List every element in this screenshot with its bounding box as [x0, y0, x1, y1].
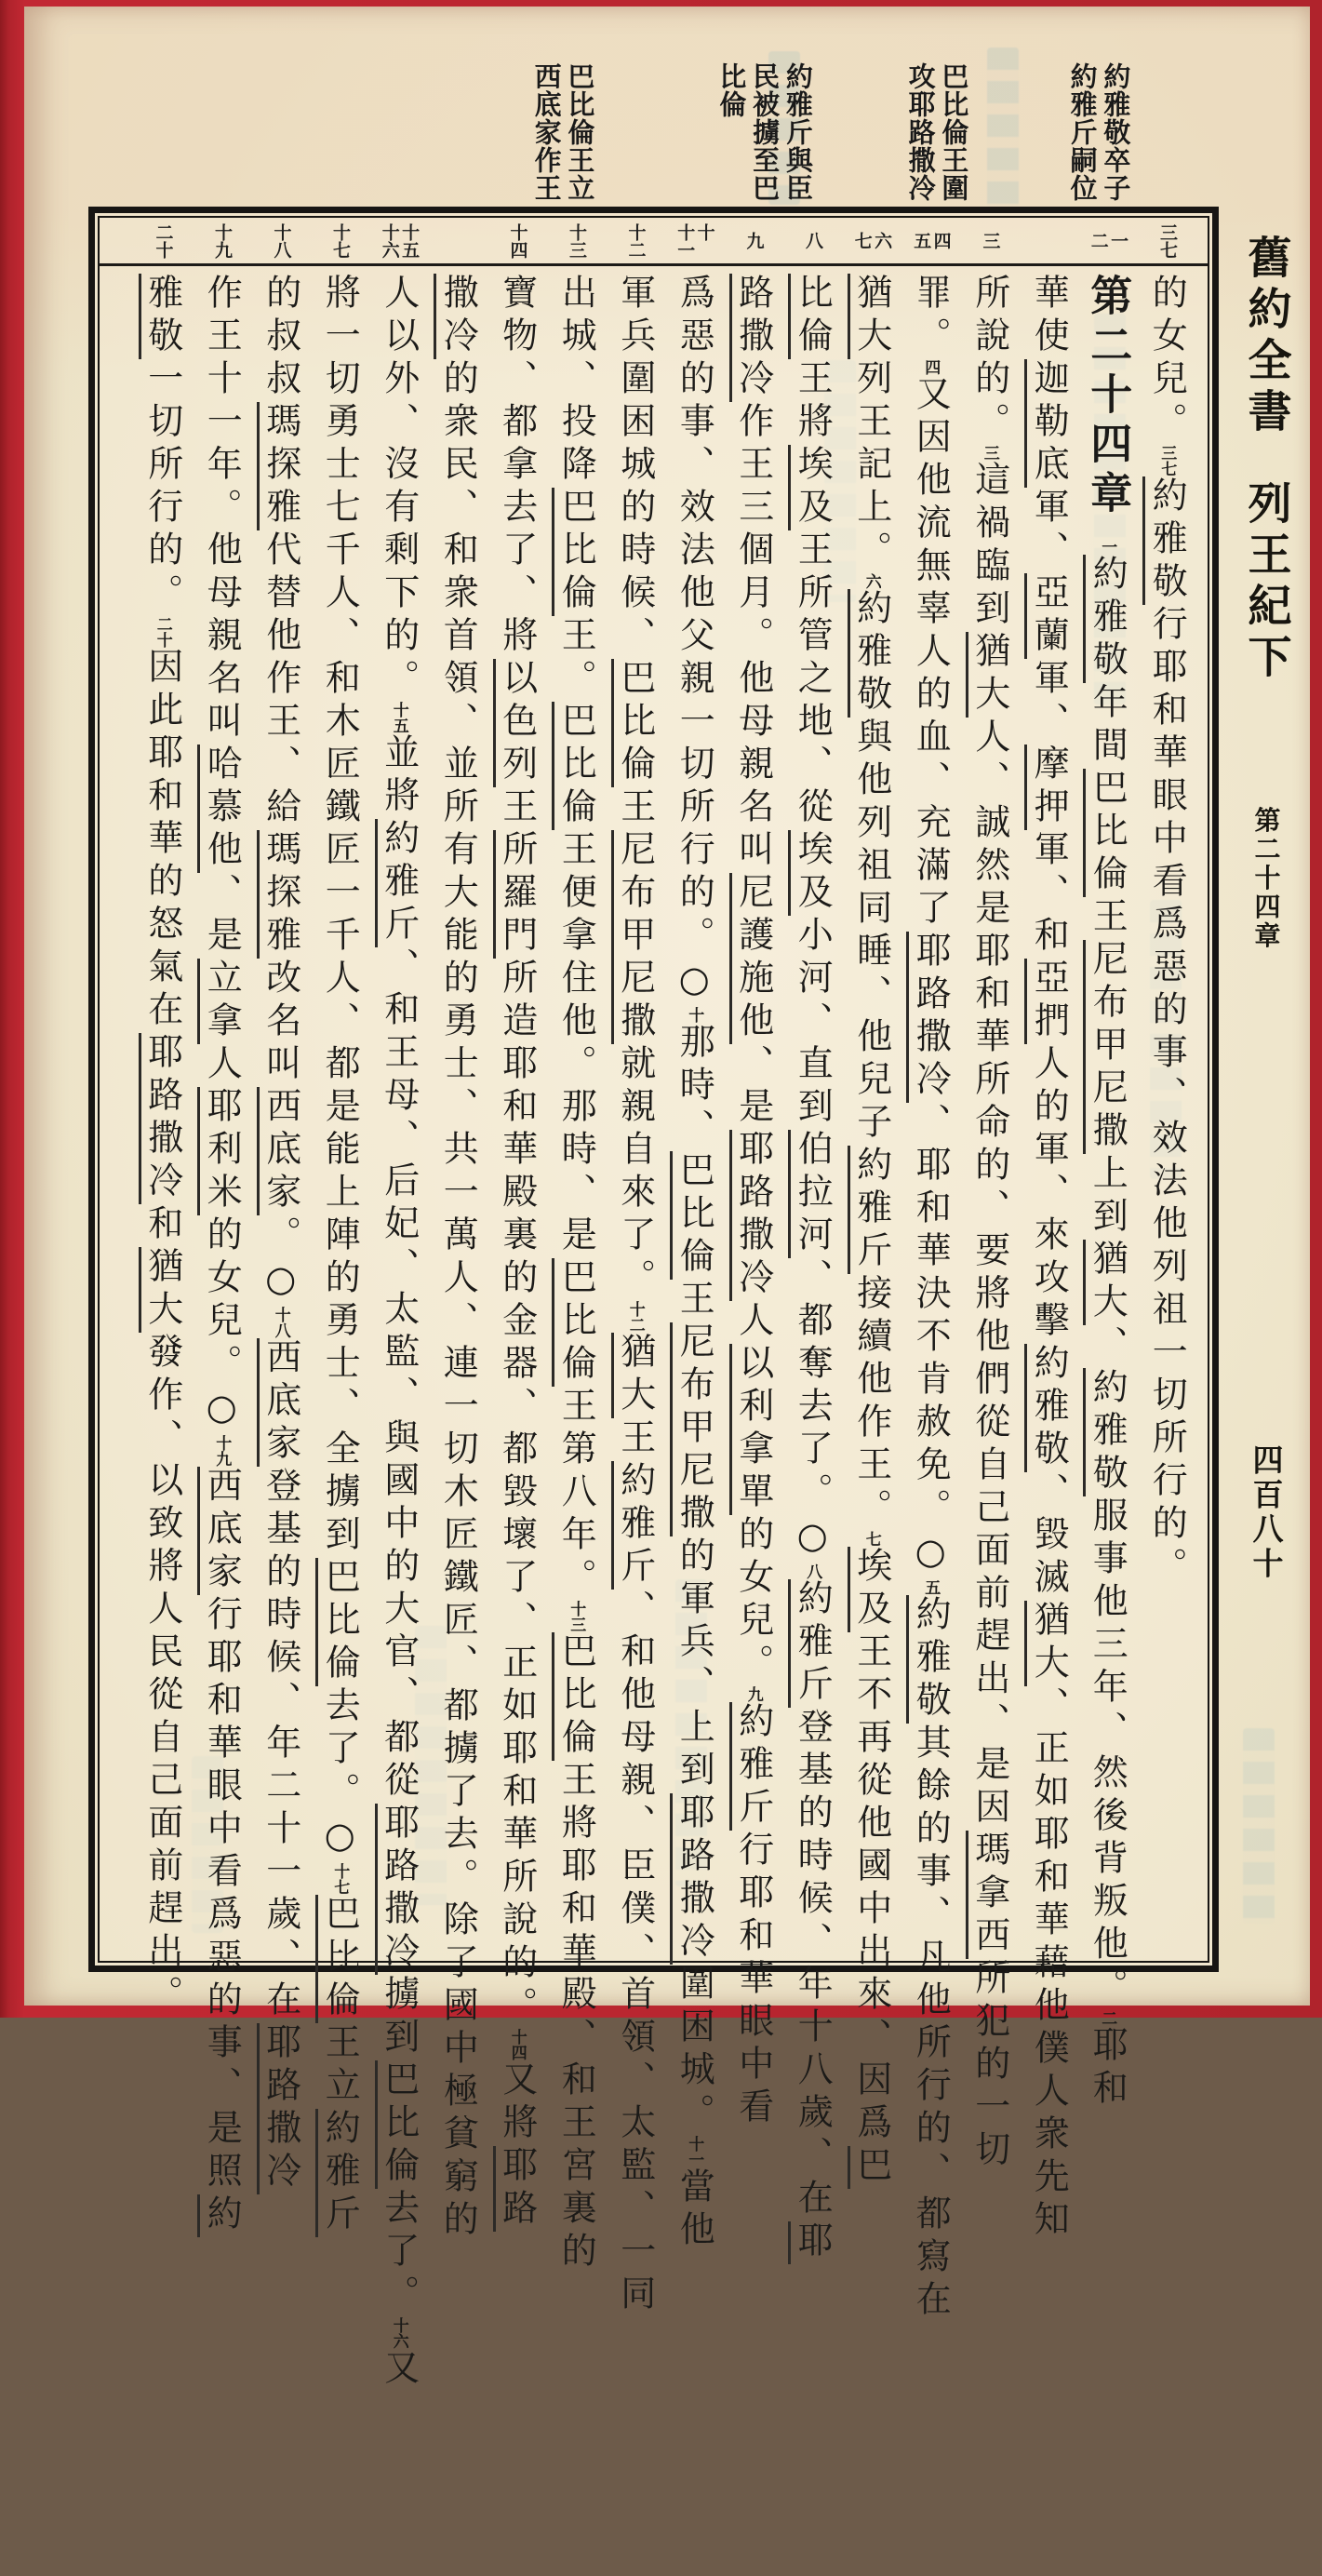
- scripture-text: 軍、: [1028, 488, 1070, 573]
- page-paper: [24, 7, 1310, 2392]
- verse-number-inline: 十二: [625, 1301, 645, 1333]
- verse-number-inline: 三七: [1157, 445, 1177, 476]
- scripture-text: 登基的時候、年十八歲、在: [792, 1708, 834, 2221]
- verse-number-label: 三七: [1156, 222, 1178, 259]
- scripture-text: 小河、直到: [792, 916, 834, 1130]
- verse-label-cell: [1138, 223, 1197, 259]
- proper-name: 耶路撒冷: [670, 1793, 714, 1965]
- margin-note-line: 約雅敬卒子: [1100, 62, 1132, 202]
- scripture-text: 又將: [496, 2060, 538, 2146]
- margin-notes: [24, 7, 1310, 211]
- scripture-text: 當他: [674, 2167, 715, 2253]
- scripture-text: 人以外、沒有剩下的。: [378, 274, 420, 702]
- proper-name: 約雅敬: [1142, 476, 1187, 605]
- proper-name: 約雅敬: [1024, 1344, 1069, 1472]
- text-column-line: [141, 274, 183, 2576]
- scripture-text: 王立: [319, 2023, 361, 2109]
- verse-number-inline: 八: [803, 1563, 822, 1579]
- verse-number-inline: 一: [1098, 539, 1117, 555]
- proper-name: 巴: [848, 2146, 892, 2189]
- book-title: 舊約全書: [1240, 235, 1292, 439]
- scripture-text: 的女兒。○: [201, 1215, 243, 1435]
- scripture-text: 接續他作王。: [850, 1274, 892, 1531]
- scripture-text: 這禍臨到: [968, 461, 1010, 632]
- proper-name: 西底家: [197, 1467, 242, 1595]
- scripture-text: 發作、以致將人民從自己面前趕出。: [141, 1333, 183, 2018]
- scripture-text: 年間: [1087, 683, 1128, 769]
- text-column: [1138, 274, 1197, 2576]
- verse-label-cell: [311, 223, 370, 259]
- proper-name: 猶大: [966, 632, 1010, 718]
- proper-name: 尼布甲尼撒: [670, 1322, 714, 1536]
- scripture-text: 華使: [1028, 274, 1070, 359]
- text-column: [1020, 274, 1079, 2576]
- text-column: [487, 274, 547, 2576]
- scripture-text: 軍兵圍困城的時候、: [614, 274, 656, 659]
- proper-name: 猶大: [611, 1333, 656, 1418]
- text-column-line: [732, 274, 774, 2576]
- proper-name: 耶: [788, 2221, 833, 2264]
- scripture-text: 寶物、都拿去了、將: [496, 274, 538, 659]
- proper-name: 巴比倫: [552, 1258, 596, 1387]
- text-frame: [88, 207, 1219, 2392]
- verse-number-label: 十七: [329, 222, 351, 259]
- scripture-text: 就親自來了。: [614, 1044, 656, 1301]
- proper-name: 哈慕他: [197, 745, 242, 873]
- scripture-text: 又: [378, 2349, 420, 2392]
- scripture-text: 王將: [792, 359, 834, 445]
- verse-number-inline: 十七: [330, 1863, 350, 1895]
- scripture-text: 行耶和華眼中看爲惡的事、是照: [201, 1595, 243, 2194]
- proper-name: 伯拉河: [788, 1130, 833, 1258]
- scripture-text: 罪。: [910, 274, 952, 359]
- proper-name: 巴比倫: [315, 1558, 360, 1686]
- text-column: [133, 274, 193, 2576]
- proper-name: 猶大: [1024, 1601, 1069, 1686]
- verse-label-cell: [606, 223, 665, 259]
- proper-name: 耶路: [493, 2146, 538, 2232]
- verse-number-label: 十九: [211, 222, 233, 259]
- text-column-line: [674, 274, 715, 2576]
- proper-name: 西底家: [257, 1087, 301, 1215]
- scripture-text: 又因他流無辜人的血、充滿了: [910, 375, 952, 932]
- scripture-text: 那時、: [674, 1023, 715, 1151]
- scripture-text: 作王十一年。他母親名叫: [201, 274, 243, 745]
- proper-name: 巴比倫: [670, 1151, 714, 1280]
- text-column-line: [1083, 274, 1133, 2576]
- chapter-margin-label: 第二十四章: [1250, 806, 1282, 951]
- text-column: [842, 274, 901, 2576]
- proper-name: 巴比倫: [375, 2060, 420, 2189]
- scripture-text: 並將: [378, 733, 420, 819]
- scripture-text: 一切所行的。: [141, 359, 183, 616]
- verse-label-cell: [193, 223, 252, 259]
- scripture-text: 、都奪去了。○: [792, 1258, 834, 1563]
- proper-name: 所羅門: [493, 830, 538, 959]
- text-column: [783, 274, 843, 2576]
- text-column: [1078, 274, 1138, 2576]
- proper-name: 猶大: [848, 274, 892, 359]
- scripture-text: 王: [614, 1418, 656, 1461]
- scripture-text: 人、誠然是耶和華所命的、要將他們從自己面前趕出、是因: [968, 718, 1010, 1831]
- proper-name: 約雅斤: [315, 2109, 360, 2237]
- proper-name: 亞捫: [1024, 959, 1069, 1044]
- text-column-line: [319, 274, 361, 2576]
- text-column: [251, 274, 311, 2576]
- proper-name: 瑪探雅: [257, 402, 301, 530]
- chapter-heading: 第二十四章: [1083, 274, 1133, 520]
- verse-label-cell: [369, 223, 429, 259]
- scripture-text: 圍困城。: [674, 1965, 715, 2136]
- verse-number-inline: 二: [1098, 2010, 1117, 2026]
- margin-note-line: 攻耶路撒冷: [904, 62, 937, 202]
- verse-label-cell: [1078, 232, 1138, 249]
- verse-number-inline: 十五: [389, 702, 408, 733]
- proper-name: 約雅斤: [611, 1461, 656, 1590]
- scripture-text: 改名叫: [260, 959, 301, 1087]
- proper-name: 西底家: [257, 1338, 301, 1467]
- proper-name: 以利拿單: [729, 1344, 774, 1515]
- text-column-line: [792, 274, 834, 2576]
- page-number: 四百八十: [1248, 1443, 1285, 1582]
- scripture-text: 代替他作王、給: [260, 530, 301, 830]
- scripture-text: 王: [614, 787, 656, 830]
- proper-name: 摩押: [1024, 745, 1069, 830]
- verse-number-inline: 十六: [389, 2317, 408, 2349]
- scripture-text: 軍、: [1028, 659, 1070, 745]
- verse-number-label: 一: [1108, 232, 1129, 249]
- proper-name: 約雅敬: [1083, 1368, 1128, 1496]
- text-column-line: [378, 274, 420, 2576]
- verse-number-inline: 四: [921, 359, 941, 375]
- proper-name: 立拿: [197, 959, 242, 1044]
- verse-number-inline: 九: [743, 1686, 763, 1702]
- scripture-text: 王便拿住他。那時、是: [555, 830, 597, 1258]
- scripture-text: 和: [141, 1204, 183, 1247]
- text-column: [901, 274, 961, 2576]
- scripture-text: 、和王母、后妃、太監、與國中的大官、都從: [378, 947, 420, 1804]
- verse-number-label: 十三: [566, 222, 587, 259]
- verse-label-cell: [251, 223, 311, 259]
- proper-name: 猶大: [1083, 1240, 1128, 1325]
- scripture-text: 行耶和華眼中看爲惡的事、效法他列祖一切所行的。: [1146, 605, 1188, 1590]
- proper-name: 巴比倫: [1083, 769, 1128, 897]
- verse-number-inline: 十八: [271, 1307, 290, 1338]
- margin-note-group: [303, 62, 594, 202]
- verse-label-cell: [133, 223, 193, 259]
- scripture-text: 的叔叔: [260, 274, 301, 402]
- verse-number-label: 四: [930, 232, 952, 249]
- text-column: [311, 274, 370, 2576]
- text-column: [369, 274, 429, 2576]
- verse-label-cell: [960, 232, 1020, 249]
- verse-number-label: 六: [872, 232, 893, 249]
- text-column: [429, 274, 488, 2576]
- scripture-text: 列王記上。: [850, 359, 892, 573]
- verse-number-inline: 七: [861, 1531, 881, 1547]
- proper-name: 耶路撒冷: [375, 1804, 420, 1975]
- scripture-text: 出城、投降: [555, 274, 597, 488]
- proper-name: 約雅斤: [848, 1146, 892, 1274]
- verse-number-inline: 三: [980, 445, 999, 461]
- verse-number-inline: 十四: [507, 2029, 527, 2060]
- scripture-text: 其餘的事、凡他所行的、都寫在: [910, 1724, 952, 2323]
- verse-number-label: 五: [911, 232, 932, 249]
- verse-number-label: 三: [980, 232, 1001, 249]
- proper-name: 耶路撒冷: [906, 932, 951, 1103]
- proper-name: 約雅敬: [906, 1595, 951, 1724]
- scripture-text: 登基的時候、年二十一歲、在: [260, 1467, 301, 2023]
- text-column: [547, 274, 607, 2576]
- proper-name: 比倫: [788, 274, 833, 359]
- verse-number-inline: 二十: [153, 616, 172, 648]
- scripture-text: 行耶和華眼中看: [732, 1831, 774, 2130]
- text-column-line: [850, 274, 892, 2576]
- scripture-text: 王: [496, 787, 538, 830]
- scripture-text: 王: [674, 1280, 715, 1322]
- scripture-text: 、和他母親、臣僕、首領、太監、一同: [614, 1590, 656, 2317]
- proper-name: 約雅斤: [788, 1579, 833, 1708]
- margin-note-line: 巴比倫王立: [564, 62, 596, 202]
- scripture-text: 耶和: [1087, 2026, 1128, 2112]
- scripture-text: 所造耶和華殿裏的金器、都毀壞了、正如耶和華所說的。: [496, 959, 538, 2029]
- verse-label-cell: [547, 223, 607, 259]
- scripture-text: 擄到: [378, 1975, 420, 2060]
- text-column-line: [496, 274, 538, 2576]
- verse-number-inline: 十一: [685, 2136, 704, 2167]
- scripture-text: 作王三個月。他母親名叫: [732, 402, 774, 873]
- scripture-text: 王所管之地、從: [792, 530, 834, 830]
- verse-number-label: 二: [1088, 232, 1109, 249]
- scripture-text: 、正如耶和華藉他僕人衆先知: [1028, 1686, 1070, 2243]
- proper-name: 以色列: [493, 659, 538, 787]
- scripture-text: 王第八年。: [555, 1387, 597, 1601]
- scripture-text: 所說的。: [968, 274, 1010, 445]
- scripture-text: 所犯的一切: [968, 1959, 1010, 2173]
- verse-number-label: 十: [694, 222, 715, 241]
- proper-name: 約雅敬: [1083, 555, 1128, 683]
- verse-number-inline: 十九: [212, 1435, 232, 1467]
- verse-label-cell: [901, 232, 961, 249]
- scripture-text: 的女兒。: [732, 1515, 774, 1686]
- verse-label-cell: [665, 223, 725, 259]
- proper-name: 雅敬: [139, 274, 183, 359]
- margin-note-line: 比倫: [715, 62, 748, 118]
- text-column-line: [910, 274, 952, 2576]
- verse-number-label: 二十: [153, 222, 174, 259]
- scripture-text: 與他列祖同睡、他兒子: [850, 718, 892, 1146]
- verse-number-label: 九: [743, 232, 765, 249]
- scripture-text: 去了。○: [319, 1686, 361, 1863]
- proper-name: 瑪拿西: [966, 1831, 1010, 1959]
- scripture-text: 、是: [732, 1044, 774, 1130]
- text-column: [960, 274, 1020, 2576]
- scripture-text: 因此耶和華的怒氣在: [141, 648, 183, 1033]
- proper-name: 約雅敬: [848, 589, 892, 718]
- text-column-line: [260, 274, 301, 2576]
- verse-number-label: 十五: [399, 222, 421, 259]
- scripture-text: 的女兒。: [1146, 274, 1188, 445]
- scripture-text: 王將耶和華殿、和王宮裏的: [555, 1761, 597, 2274]
- scripture-text: 王。: [555, 616, 597, 702]
- verse-label-cell: [724, 232, 783, 249]
- verse-number-label: 七: [851, 232, 873, 249]
- margin-note-line: 西底家作王: [530, 62, 563, 202]
- proper-name: 約雅斤: [375, 819, 420, 947]
- scripture-text: 上到: [1087, 1154, 1128, 1240]
- text-column-line: [614, 274, 656, 2576]
- scripture-text: 軍、和: [1028, 830, 1070, 959]
- text-column-line: [968, 274, 1010, 2576]
- margin-note-line: 約雅斤嗣位: [1066, 62, 1099, 202]
- scripture-text: 服事他三年、然後背叛他。: [1087, 1496, 1128, 2010]
- text-column: [665, 274, 725, 2576]
- proper-name: 尼布甲尼撒: [611, 830, 656, 1044]
- scripture-text: 、耶和華決不肯赦免。○: [910, 1103, 952, 1579]
- margin-note-line: 民被擄至巴: [749, 62, 781, 202]
- proper-name: 埃及: [788, 830, 833, 916]
- proper-name: 約: [197, 2194, 242, 2237]
- running-title-line: [1235, 235, 1298, 1984]
- text-column-line: [1146, 274, 1188, 2576]
- verse-label-cell: [842, 232, 901, 249]
- proper-name: 路撒冷: [729, 274, 774, 402]
- verse-number-strip: [100, 218, 1208, 266]
- scripture-text: 、毀滅: [1028, 1472, 1070, 1601]
- proper-name: 約雅斤: [729, 1702, 774, 1831]
- proper-name: 巴比倫: [552, 488, 596, 616]
- verse-number-label: 十二: [625, 222, 647, 259]
- proper-name: 耶路撒冷: [139, 1033, 183, 1204]
- margin-note-line: 巴比倫王圍: [938, 62, 970, 202]
- right-margin-column: [1231, 235, 1302, 1984]
- proper-name: 巴比倫: [552, 702, 596, 830]
- verse-number-inline: 十三: [567, 1601, 586, 1632]
- scripture-text: 去了。: [378, 2189, 420, 2317]
- text-grid: [100, 266, 1208, 2576]
- proper-name: 尼布甲尼撒: [1083, 940, 1128, 1154]
- scripture-text: 爲惡的事、效法他父親一切所行的。○: [674, 274, 715, 1007]
- verse-number-label: 十一: [674, 222, 696, 259]
- text-column: [193, 274, 252, 2576]
- scripture-text: 、是: [201, 873, 243, 959]
- verse-label-cell: [783, 232, 843, 249]
- text-column: [724, 274, 783, 2576]
- text-column-line: [1028, 274, 1070, 2576]
- scripture-text: 王不再從他國中出來、因爲: [850, 1632, 892, 2146]
- proper-name: 埃及: [788, 445, 833, 530]
- proper-name: 耶利米: [197, 1087, 242, 1215]
- section-title: 列王紀下: [1240, 480, 1292, 686]
- proper-name: 迦勒底: [1024, 359, 1069, 488]
- text-column: [606, 274, 665, 2576]
- proper-name: 猶大: [139, 1247, 183, 1333]
- proper-name: 巴比倫: [552, 1632, 596, 1761]
- verse-number-label: 十八: [271, 222, 292, 259]
- proper-name: 亞蘭: [1024, 573, 1069, 659]
- text-frame-inner: [98, 216, 1209, 2392]
- proper-name: 巴比倫: [611, 659, 656, 787]
- proper-name: 瑪探雅: [257, 830, 301, 959]
- proper-name: 埃及: [848, 1547, 892, 1632]
- scripture-text: 人: [201, 1044, 243, 1087]
- scripture-text: 將一切勇士七千人、和木匠鐵匠一千人、都是能上陣的勇士、全擄到: [319, 274, 361, 1558]
- text-column-line: [555, 274, 597, 2576]
- margin-note-line: 約雅斤與臣: [781, 62, 814, 202]
- scripture-text: 、: [1087, 1325, 1128, 1368]
- verse-number-inline: 十: [685, 1007, 704, 1023]
- proper-name: 巴比倫: [315, 1895, 360, 2023]
- verse-label-cell: [487, 223, 547, 259]
- text-column-line: [437, 274, 479, 2576]
- scripture-text: 的衆民、和衆首領、並所有大能的勇士、共一萬人、連一切木匠鐵匠、都擄了去。除了國中極貧窮的: [437, 359, 479, 2243]
- verse-number-inline: 五: [921, 1579, 941, 1595]
- verse-number-inline: 六: [861, 573, 881, 589]
- scripture-text: 的軍兵、上到: [674, 1536, 715, 1793]
- proper-name: 耶路撒冷: [257, 2023, 301, 2194]
- scripture-text: 王: [1087, 897, 1128, 940]
- verse-number-label: 八: [802, 232, 823, 249]
- verse-number-label: 十六: [379, 222, 400, 259]
- scripture-text: 人: [732, 1301, 774, 1344]
- proper-name: 撒冷: [434, 274, 478, 359]
- proper-name: 尼護施他: [729, 873, 774, 1044]
- scripture-text: 人的軍、來攻擊: [1028, 1044, 1070, 1344]
- text-column-line: [201, 274, 243, 2576]
- proper-name: 耶路撒冷: [729, 1130, 774, 1301]
- scripture-text: 。○: [260, 1215, 301, 1307]
- verse-number-label: 十四: [507, 222, 528, 259]
